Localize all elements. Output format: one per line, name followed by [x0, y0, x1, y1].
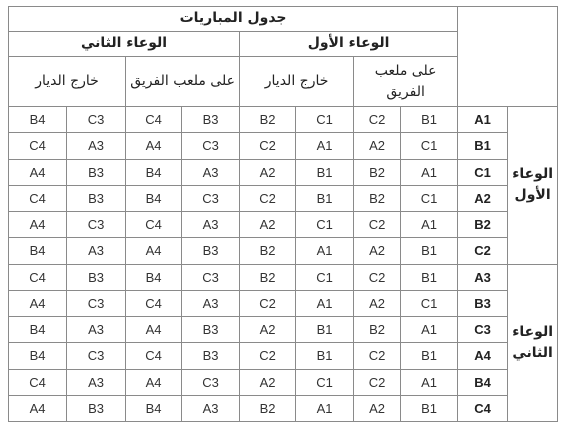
opponent-cell: B2: [240, 107, 296, 133]
row-label: B2: [458, 212, 508, 238]
opponent-cell: C2: [354, 264, 401, 290]
table-row: [9, 290, 558, 316]
opponent-cell: B4: [9, 317, 67, 343]
row-label: B4: [458, 369, 508, 395]
opponent-cell: C4: [9, 369, 67, 395]
opponent-cell: A1: [401, 317, 458, 343]
table-row: [9, 343, 558, 369]
opponent-cell: B1: [401, 343, 458, 369]
opponent-cell: A4: [126, 317, 182, 343]
opponent-cell: A4: [126, 133, 182, 159]
opponent-cell: A1: [296, 133, 354, 159]
opponent-cell: B3: [182, 107, 240, 133]
opponent-cell: C2: [354, 343, 401, 369]
corner-cell: [458, 7, 558, 107]
opponent-cell: C3: [182, 369, 240, 395]
opponent-cell: B1: [401, 107, 458, 133]
opponent-cell: B2: [354, 185, 401, 211]
opponent-cell: A2: [354, 395, 401, 421]
table-row: [9, 264, 558, 290]
opponent-cell: B3: [182, 343, 240, 369]
opponent-cell: A4: [9, 159, 67, 185]
opponent-cell: C4: [126, 343, 182, 369]
opponent-cell: C2: [240, 290, 296, 316]
opponent-cell: C1: [401, 133, 458, 159]
opponent-cell: A4: [9, 212, 67, 238]
opponent-cell: A2: [240, 369, 296, 395]
opponent-cell: B2: [240, 264, 296, 290]
opponent-cell: C2: [354, 107, 401, 133]
row-label: A2: [458, 185, 508, 211]
opponent-cell: C2: [354, 212, 401, 238]
opponent-cell: A3: [67, 317, 126, 343]
opponent-cell: B4: [9, 343, 67, 369]
table-row: [9, 317, 558, 343]
opponent-cell: A4: [126, 369, 182, 395]
pot-header-2: الوعاء الثاني: [9, 32, 240, 57]
opponent-cell: A2: [240, 159, 296, 185]
opponent-cell: A1: [401, 369, 458, 395]
opponent-cell: B3: [67, 159, 126, 185]
opponent-cell: C2: [240, 343, 296, 369]
table-row: [9, 185, 558, 211]
opponent-cell: B4: [9, 238, 67, 264]
match-schedule-table: [8, 6, 558, 422]
group-label: الوعاء الأول: [508, 107, 558, 265]
opponent-cell: B1: [296, 185, 354, 211]
opponent-cell: C3: [67, 107, 126, 133]
opponent-cell: C1: [401, 185, 458, 211]
opponent-cell: A3: [67, 133, 126, 159]
opponent-cell: C2: [354, 369, 401, 395]
row-label: C4: [458, 395, 508, 421]
opponent-cell: A2: [240, 317, 296, 343]
opponent-cell: B4: [126, 159, 182, 185]
row-label: A1: [458, 107, 508, 133]
opponent-cell: C3: [67, 290, 126, 316]
row-label: C2: [458, 238, 508, 264]
opponent-cell: C4: [126, 290, 182, 316]
opponent-cell: B2: [354, 159, 401, 185]
row-label: A3: [458, 264, 508, 290]
row-label: C3: [458, 317, 508, 343]
opponent-cell: C1: [296, 264, 354, 290]
group-label: الوعاء الثاني: [508, 264, 558, 422]
opponent-cell: C4: [126, 212, 182, 238]
pot-header-1: الوعاء الأول: [240, 32, 458, 57]
table-row: [9, 133, 558, 159]
row-label: A4: [458, 343, 508, 369]
opponent-cell: B4: [126, 264, 182, 290]
opponent-cell: C3: [67, 212, 126, 238]
row-label: B3: [458, 290, 508, 316]
opponent-cell: A3: [182, 290, 240, 316]
opponent-cell: B1: [401, 264, 458, 290]
opponent-cell: B1: [401, 238, 458, 264]
venue-away-pot-2: خارج الديار: [9, 57, 126, 107]
opponent-cell: C4: [9, 185, 67, 211]
opponent-cell: B3: [182, 238, 240, 264]
opponent-cell: B2: [354, 317, 401, 343]
opponent-cell: B4: [126, 185, 182, 211]
opponent-cell: A2: [354, 133, 401, 159]
opponent-cell: B3: [67, 185, 126, 211]
opponent-cell: A2: [354, 238, 401, 264]
opponent-cell: C2: [240, 133, 296, 159]
table-title: جدول المباريات: [9, 7, 458, 32]
opponent-cell: C4: [9, 133, 67, 159]
opponent-cell: C3: [182, 133, 240, 159]
table-row: [9, 369, 558, 395]
schedule-body: [9, 107, 558, 422]
opponent-cell: A3: [67, 238, 126, 264]
opponent-cell: A3: [67, 369, 126, 395]
opponent-cell: C1: [296, 107, 354, 133]
opponent-cell: A4: [126, 238, 182, 264]
opponent-cell: C4: [126, 107, 182, 133]
opponent-cell: A2: [354, 290, 401, 316]
opponent-cell: C1: [296, 212, 354, 238]
opponent-cell: A1: [296, 238, 354, 264]
opponent-cell: A2: [240, 212, 296, 238]
table-row: [9, 159, 558, 185]
row-label: C1: [458, 159, 508, 185]
opponent-cell: A3: [182, 159, 240, 185]
venue-home-pot-2: على ملعب الفريق: [126, 57, 240, 107]
opponent-cell: B1: [401, 395, 458, 421]
opponent-cell: C3: [182, 185, 240, 211]
opponent-cell: B2: [240, 238, 296, 264]
opponent-cell: A1: [401, 159, 458, 185]
opponent-cell: A4: [9, 290, 67, 316]
opponent-cell: A1: [296, 290, 354, 316]
opponent-cell: B2: [240, 395, 296, 421]
opponent-cell: A1: [401, 212, 458, 238]
table-row: [9, 107, 558, 133]
opponent-cell: A3: [182, 212, 240, 238]
opponent-cell: B3: [67, 264, 126, 290]
opponent-cell: B3: [67, 395, 126, 421]
opponent-cell: B1: [296, 317, 354, 343]
opponent-cell: B1: [296, 159, 354, 185]
opponent-cell: B3: [182, 317, 240, 343]
opponent-cell: C1: [296, 369, 354, 395]
venue-home-pot-1: على ملعب الفريق: [354, 57, 458, 107]
opponent-cell: C2: [240, 185, 296, 211]
table-row: [9, 395, 558, 421]
opponent-cell: C1: [401, 290, 458, 316]
venue-away-pot-1: خارج الديار: [240, 57, 354, 107]
opponent-cell: B4: [9, 107, 67, 133]
opponent-cell: C3: [182, 264, 240, 290]
table-row: [9, 238, 558, 264]
opponent-cell: A1: [296, 395, 354, 421]
opponent-cell: C3: [67, 343, 126, 369]
schedule-container: [8, 6, 557, 422]
opponent-cell: B1: [296, 343, 354, 369]
row-label: B1: [458, 133, 508, 159]
opponent-cell: A3: [182, 395, 240, 421]
table-row: [9, 212, 558, 238]
opponent-cell: C4: [9, 264, 67, 290]
opponent-cell: A4: [9, 395, 67, 421]
opponent-cell: B4: [126, 395, 182, 421]
